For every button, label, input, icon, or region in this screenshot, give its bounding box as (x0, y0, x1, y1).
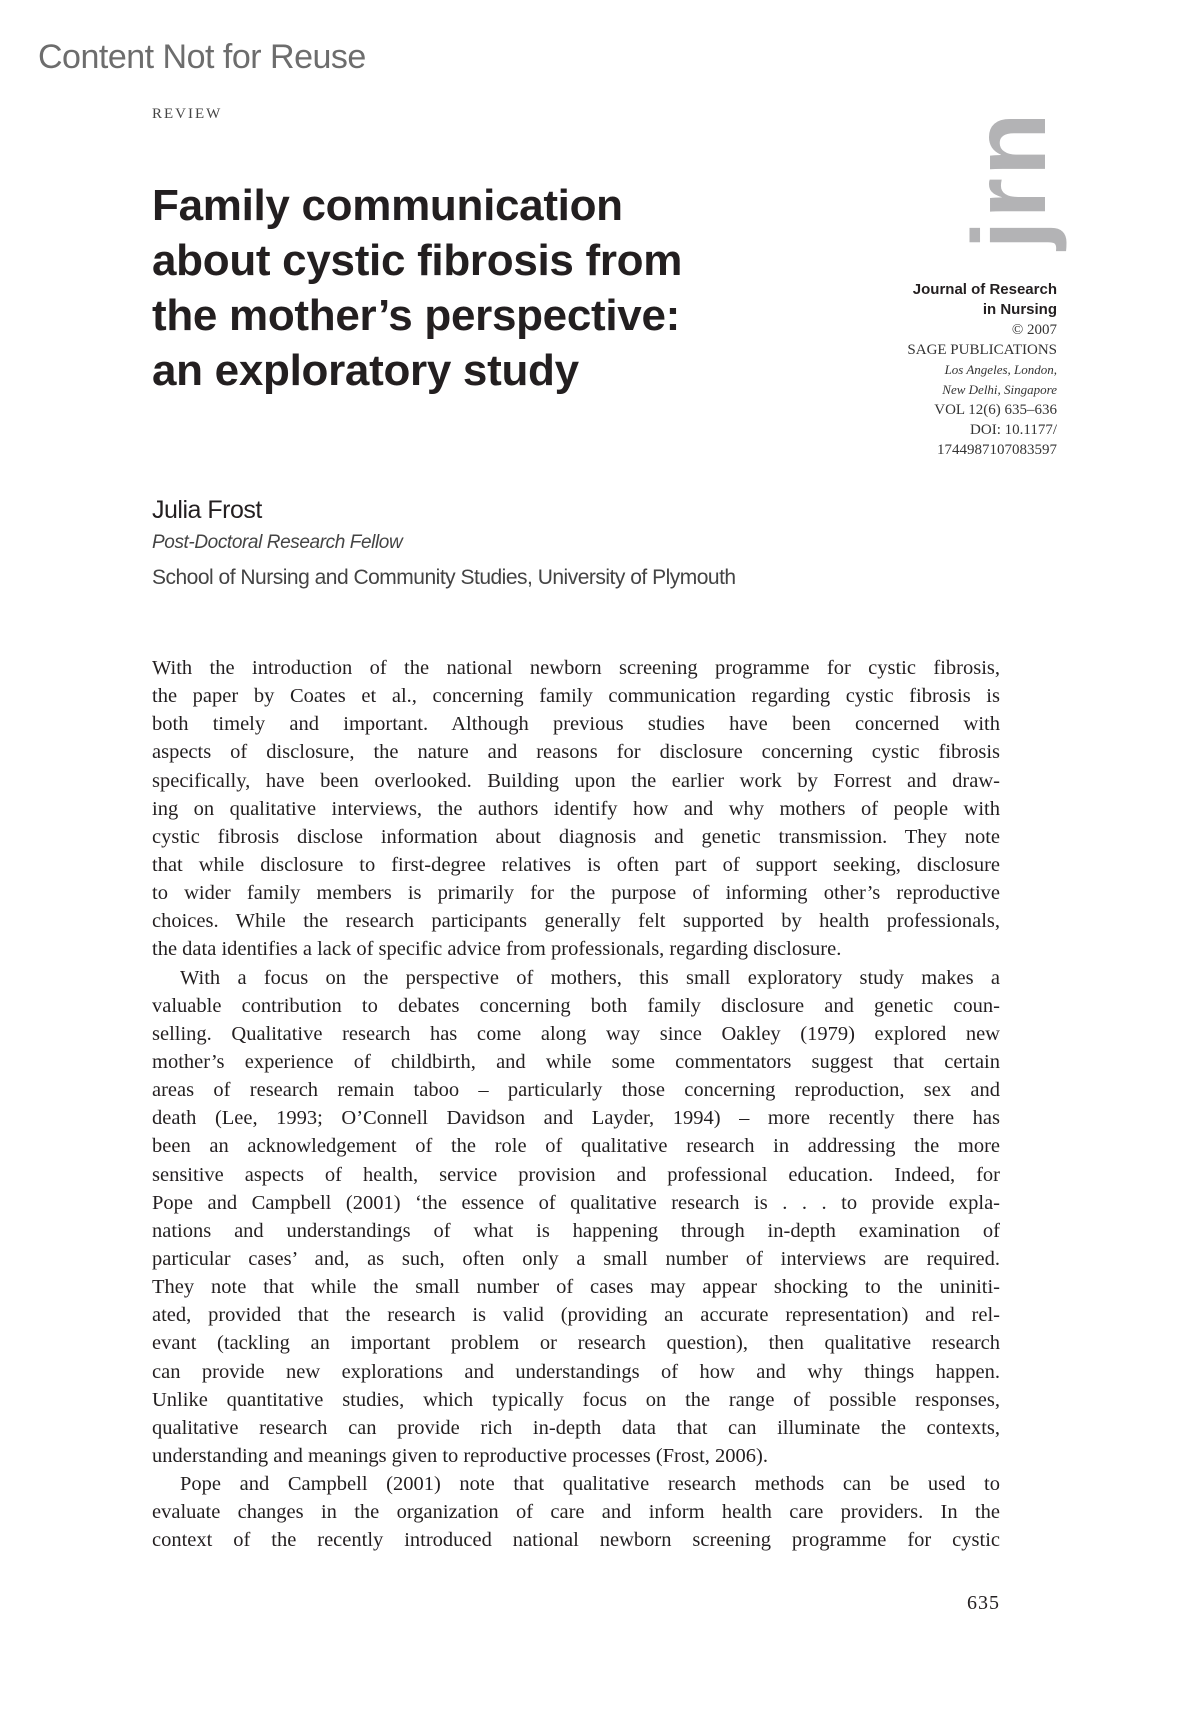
journal-logo-text: jrn (952, 110, 1068, 250)
body-line: evaluate changes in the organization of care and inform health care providers. In the (152, 1501, 1000, 1524)
body-line: With the introduction of the national newborn screening programme for cystic fibrosis, (152, 657, 1000, 679)
body-line: both timely and important. Although previous studies have been concerned with (152, 713, 1000, 736)
copyright: © 2007 (1011, 322, 1057, 338)
title-line: an exploratory study (152, 346, 579, 395)
title-line: the mother’s perspective: (152, 291, 680, 340)
body-line: valuable contribution to debates concerning both family disclosure and genetic coun- (152, 994, 1000, 1017)
body-line: been an acknowledgement of the role of qualitative research in addressing the more (152, 1135, 1000, 1158)
body-line: particular cases’ and, as such, often only a small number of interviews are required. (152, 1247, 1000, 1270)
body-line: context of the recently introduced national newborn screening programme for cystic (152, 1529, 1000, 1552)
body-line: mother’s experience of childbirth, and while some commentators suggest that certain (152, 1050, 1000, 1073)
body-line: the paper by Coates et al., concerning family communication regarding cystic fibrosis is (152, 685, 1000, 708)
page-number: 635 (967, 1592, 1000, 1614)
body-line: understanding and meanings given to reproductive processes (Frost, 2006). (152, 1444, 769, 1467)
author-affiliation: School of Nursing and Community Studies, University of Plymouth (152, 566, 736, 589)
body-line: selling. Qualitative research has come along way since Oakley (1979) explored new (152, 1022, 1000, 1045)
body-line: ing on qualitative interviews, the authors identify how and why mothers of people with (152, 797, 1000, 820)
publisher-locations: New Delhi, Singapore (942, 382, 1057, 397)
body-line: With a focus on the perspective of mothers, this small exploratory study makes a (180, 966, 1000, 989)
title-line: Family communication (152, 181, 623, 230)
journal-name: in Nursing (982, 301, 1057, 318)
article-title (152, 178, 792, 398)
body-line: choices. While the research participants generally felt supported by health professionals, (152, 910, 1000, 933)
body-line: the data identifies a lack of specific advice from professionals, regarding disclosure. (152, 938, 842, 961)
body-line: They note that while the small number of cases may appear shocking to the uniniti- (152, 1276, 1000, 1299)
author-role: Post-Doctoral Research Fellow (152, 532, 403, 553)
publisher: SAGE PUBLICATIONS (907, 342, 1057, 358)
journal-name: Journal of Research (912, 281, 1057, 298)
body-line: ated, provided that the research is valid (providing an accurate representation) and rel- (152, 1304, 1000, 1327)
body-line: to wider family members is primarily for the purpose of informing other’s reproductive (152, 882, 1000, 905)
section-label: REVIEW (152, 106, 223, 122)
article-body (152, 654, 1000, 1555)
body-line: areas of research remain taboo – particularly those concerning reproduction, sex and (152, 1079, 1000, 1102)
body-line: evant (tackling an important problem or research question), then qualitative research (152, 1332, 1000, 1355)
publisher-locations: Los Angeles, London, (944, 362, 1057, 377)
body-line: can provide new explorations and understandings of how and why things happen. (152, 1360, 1000, 1383)
journal-info (907, 280, 1057, 460)
body-line: that while disclosure to first-degree relatives is often part of support seeking, disclosure (152, 853, 1000, 876)
body-line: specifically, have been overlooked. Building upon the earlier work by Forrest and draw- (152, 769, 1000, 792)
volume: VOL 12(6) 635–636 (934, 402, 1057, 418)
body-line: cystic fibrosis disclose information about diagnosis and genetic transmission. They note (152, 825, 1000, 848)
body-line: aspects of disclosure, the nature and reasons for disclosure concerning cystic fibrosis (152, 741, 1000, 764)
body-line: nations and understandings of what is happening through in-depth examination of (152, 1219, 1000, 1242)
body-line: sensitive aspects of health, service provision and professional education. Indeed, for (152, 1163, 1000, 1186)
body-line: Pope and Campbell (2001) note that qualitative research methods can be used to (180, 1473, 1000, 1496)
body-line: death (Lee, 1993; O’Connell Davidson and Layder, 1994) – more recently there has (152, 1107, 1000, 1130)
watermark: Content Not for Reuse (38, 38, 366, 76)
doi: DOI: 10.1177/ (970, 422, 1057, 438)
body-line: Unlike quantitative studies, which typically focus on the range of possible responses, (152, 1388, 1000, 1411)
body-line: Pope and Campbell (2001) ‘the essence of qualitative research is . . . to provide expla- (152, 1191, 1000, 1214)
journal-logo (952, 100, 1068, 260)
author-name: Julia Frost (152, 496, 262, 524)
doi: 1744987107083597 (937, 442, 1057, 458)
title-line: about cystic fibrosis from (152, 236, 683, 285)
body-line: qualitative research can provide rich in-depth data that can illuminate the contexts, (152, 1416, 1000, 1439)
